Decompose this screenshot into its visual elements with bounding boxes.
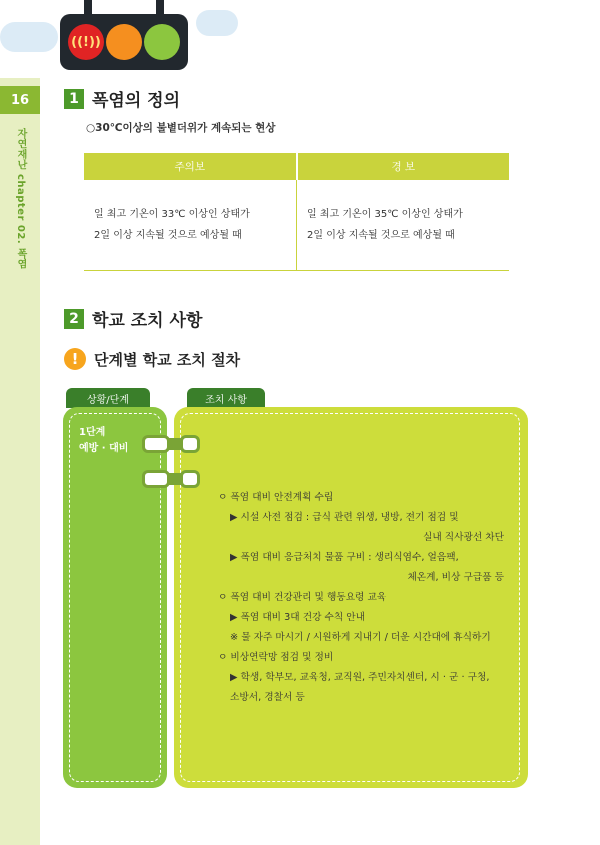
stage-name: 예방 · 대비 <box>79 442 129 454</box>
header-advisory: 주의보 <box>84 153 297 180</box>
traffic-light-pole-left <box>84 0 92 20</box>
page-number: 16 <box>0 86 40 114</box>
warning-line1: 일 최고 기온이 35℃ 이상인 상태가 <box>307 209 463 220</box>
advisory-line2: 2일 이상 지속될 것으로 예상될 때 <box>94 230 242 241</box>
connector-pill-top-right <box>180 435 200 453</box>
action-item: ▶ 학생, 학부모, 교육청, 교직원, 주민자치센터, 시 · 군 · 구청, <box>230 672 490 683</box>
section1-heading <box>64 86 180 111</box>
section2-number: 2 <box>64 309 84 329</box>
connector-pill-top-left <box>142 435 170 453</box>
action-item: ▶ 시설 사전 점검 : 급식 관련 위생, 냉방, 전기 점검 및 <box>230 512 459 523</box>
section1-title: 폭염의 정의 <box>92 91 181 111</box>
action-item: 체온계, 비상 구급품 등 <box>407 572 504 583</box>
action-item: 소방서, 경찰서 등 <box>230 692 305 703</box>
action-item: ㅇ 폭염 대비 안전계획 수립 <box>218 492 334 503</box>
actions-list <box>218 488 510 708</box>
connector-pill-bottom-left <box>142 470 170 488</box>
traffic-light-icon <box>60 14 188 70</box>
action-item: ▶ 폭염 대비 응급처치 물품 구비 : 생리식염수, 얼음팩, <box>230 552 459 563</box>
warning-icon: ! <box>64 348 86 370</box>
sidebar <box>0 0 40 845</box>
tab-stage: 상황/단계 <box>66 388 150 408</box>
action-item: ▶ 폭염 대비 3대 건강 수칙 안내 <box>230 612 366 623</box>
section1-number: 1 <box>64 89 84 109</box>
section2-title: 학교 조치 사항 <box>92 311 203 331</box>
traffic-light-pole-right <box>156 0 164 20</box>
stage-label <box>79 425 128 456</box>
cloud-right <box>196 10 238 36</box>
advisory-line1: 일 최고 기온이 33℃ 이상인 상태가 <box>94 209 250 220</box>
procedure-subheading <box>64 348 240 370</box>
cloud-left <box>0 22 58 52</box>
warning-line2: 2일 이상 지속될 것으로 예상될 때 <box>307 230 455 241</box>
alert-icon: ((!)) <box>71 34 101 50</box>
action-item: ㅇ 폭염 대비 건강관리 및 행동요령 교육 <box>218 592 387 603</box>
tab-actions: 조치 사항 <box>187 388 265 408</box>
warning-cell <box>297 180 510 271</box>
definition-table <box>84 153 509 271</box>
definition-text: ○30℃이상의 불볕더위가 계속되는 현상 <box>86 122 276 134</box>
action-item: ※ 물 자주 마시기 / 시원하게 지내기 / 더운 시간대에 휴식하기 <box>230 632 491 643</box>
action-item: 실내 직사광선 차단 <box>422 532 504 543</box>
orange-lamp <box>106 24 142 60</box>
chapter-label: 자연재난 chapter 02. 폭염 <box>15 128 26 270</box>
green-lamp <box>144 24 180 60</box>
stage-level: 1단계 <box>79 427 106 438</box>
action-item: ㅇ 비상연락망 점검 및 정비 <box>218 652 334 663</box>
connector-pill-bottom-right <box>180 470 200 488</box>
stage-box <box>63 407 167 788</box>
section2-heading <box>64 306 202 331</box>
stage-box-border <box>69 413 161 782</box>
red-lamp <box>68 24 104 60</box>
procedure-title: 단계별 학교 조치 절차 <box>94 350 241 369</box>
advisory-cell <box>84 180 297 271</box>
header-warning: 경 보 <box>297 153 510 180</box>
